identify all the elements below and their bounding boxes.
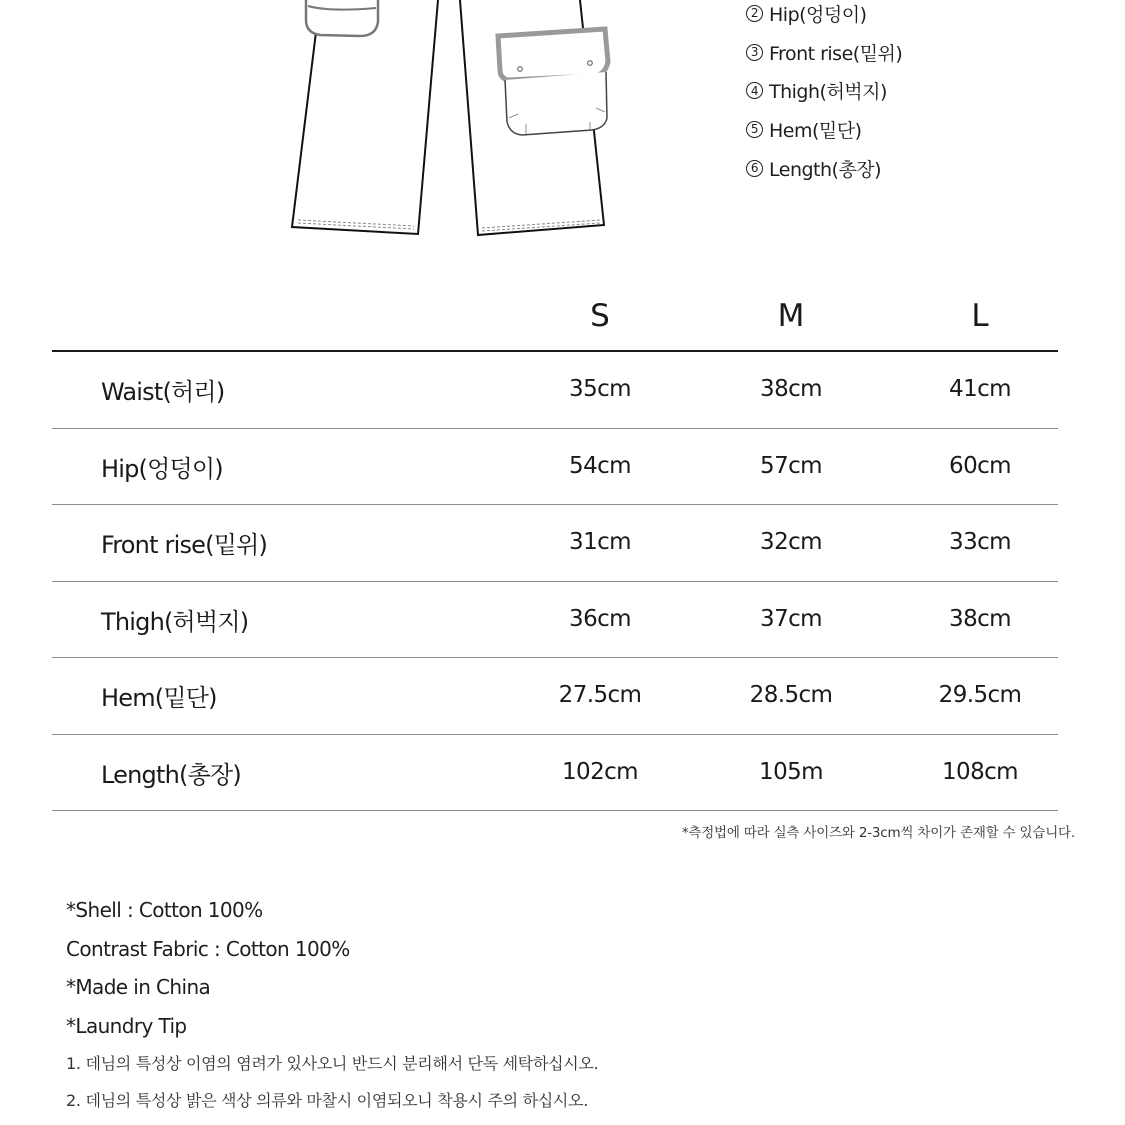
cell-m: 105m [759, 758, 823, 785]
cell-m: 57cm [760, 452, 822, 479]
cell-s: 35cm [569, 376, 631, 402]
row-label: Front rise(밑위) [101, 531, 268, 559]
shell-material: *Shell : Cotton 100% [66, 898, 263, 922]
table-row-thigh [52, 582, 1058, 659]
legend-item-hip [746, 0, 902, 33]
legend-label: Length(총장) [769, 158, 882, 181]
row-label: Length(총장) [101, 760, 241, 789]
measurement-note: *측정법에 따라 실측 사이즈와 2-3cm씩 차이가 존재할 수 있습니다. [681, 825, 1075, 841]
cell-l: 33cm [949, 529, 1011, 555]
country-of-origin: *Made in China [66, 975, 211, 1000]
pants-illustration [280, 0, 620, 240]
cell-s: 27.5cm [558, 682, 642, 708]
cell-m: 38cm [760, 376, 822, 402]
legend-item-front-rise [746, 33, 902, 72]
circled-number-icon: 3 [746, 44, 763, 61]
cell-s: 31cm [569, 529, 631, 555]
legend-label: Hip(엉덩이) [769, 3, 867, 26]
size-header-l: L [971, 298, 989, 334]
cell-s: 54cm [569, 452, 631, 479]
legend-label: Thigh(허벅지) [769, 81, 887, 104]
cell-m: 37cm [760, 605, 822, 632]
laundry-tip-2: 2. 데님의 특성상 밝은 색상 의류와 마찰시 이염되오니 착용시 주의 하십시오. [66, 1091, 588, 1111]
row-label: Thigh(허벅지) [101, 607, 249, 636]
table-row-waist [52, 352, 1058, 429]
laundry-tip-title: *Laundry Tip [66, 1013, 187, 1038]
table-row-length [52, 735, 1058, 812]
cell-l: 60cm [949, 452, 1011, 479]
circled-number-icon: 4 [746, 82, 763, 99]
product-info [66, 897, 598, 1125]
contrast-material: Contrast Fabric : Cotton 100% [66, 936, 350, 961]
cell-l: 38cm [949, 605, 1011, 632]
size-table-header [52, 290, 1058, 352]
table-row-front-rise [52, 505, 1058, 582]
cell-m: 28.5cm [749, 682, 833, 708]
row-label: Hem(밑단) [101, 684, 217, 712]
legend-item-hem [746, 110, 902, 149]
row-label: Waist(허리) [101, 378, 225, 406]
legend-item-thigh [746, 71, 902, 110]
cell-l: 41cm [949, 376, 1011, 402]
size-table [52, 290, 1058, 811]
measurement-legend [746, 0, 902, 187]
circled-number-icon: 6 [746, 160, 763, 177]
size-header-s: S [590, 298, 610, 334]
legend-label: Hem(밑단) [769, 119, 862, 142]
cell-m: 32cm [760, 529, 822, 555]
row-label: Hip(엉덩이) [101, 454, 223, 483]
cell-l: 29.5cm [938, 682, 1022, 708]
cell-l: 108cm [942, 758, 1018, 785]
table-row-hem [52, 658, 1058, 735]
legend-label: Front rise(밑위) [769, 42, 903, 65]
laundry-tip-1: 1. 데님의 특성상 이염의 염려가 있사오니 반드시 분리해서 단독 세탁하십시오. [66, 1054, 599, 1074]
cell-s: 36cm [569, 605, 631, 632]
circled-number-icon: 5 [746, 121, 763, 138]
size-header-m: M [777, 298, 805, 334]
cell-s: 102cm [562, 758, 638, 785]
table-row-hip [52, 429, 1058, 506]
circled-number-icon: 2 [746, 5, 763, 22]
legend-item-length [746, 149, 902, 188]
